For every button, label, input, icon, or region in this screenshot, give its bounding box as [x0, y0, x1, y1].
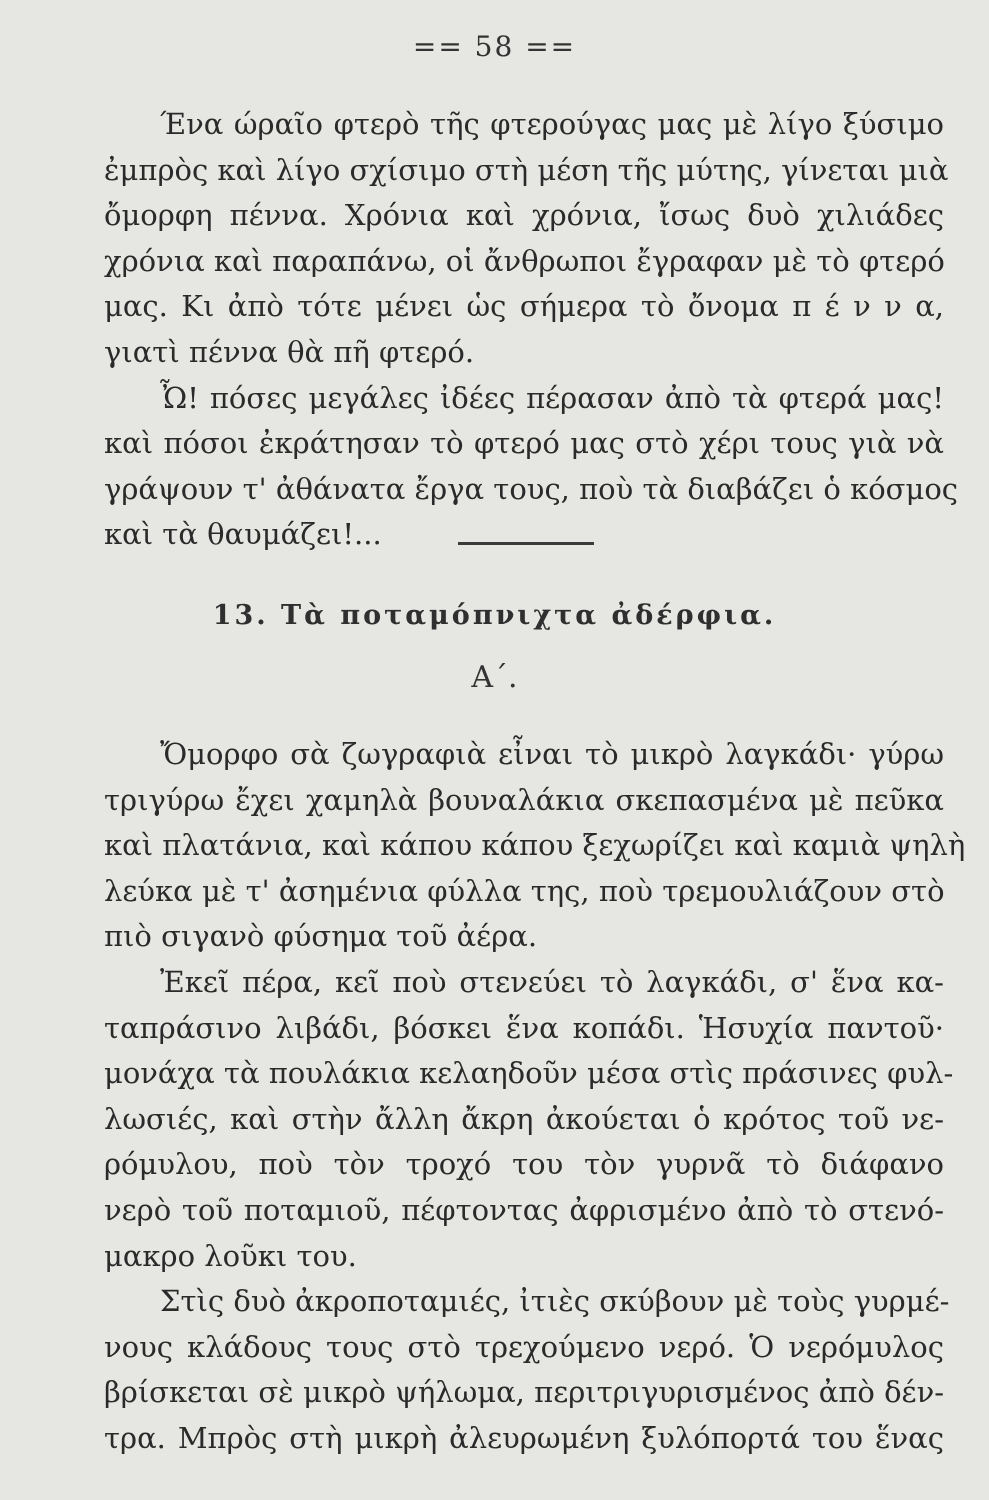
subheading: Α΄. [471, 660, 518, 695]
text-line: μακρο λοῦκι του. [104, 1238, 357, 1273]
text-line: λεύκα μὲ τ' ἀσημένια φύλλα της, ποὺ τρεμουλιάζουν στὸ [104, 873, 945, 908]
section-divider [458, 542, 594, 545]
text-line: λωσιές, καὶ στὴν ἄλλη ἄκρη ἀκούεται ὁ κρότος τοῦ νε- [104, 1101, 944, 1136]
text-line: ταπράσινο λιβάδι, βόσκει ἕνα κοπάδι. Ἡσυχία παντοῦ· [104, 1010, 944, 1045]
text-line: χρόνια καὶ παραπάνω, οἱ ἄνθρωποι ἔγραφαν μὲ τὸ φτερό [104, 243, 945, 278]
text-line: βρίσκεται σὲ μικρὸ ψήλωμα, περιτριγυρισμένος ἀπὸ δέν- [104, 1375, 944, 1410]
text-line: Ὦ! πόσες μεγάλες ἰδέες πέρασαν ἀπὸ τὰ φτερά μας! [160, 380, 944, 415]
text-line: Ὄμορφο σὰ ζωγραφιὰ εἶναι τὸ μικρὸ λαγκάδι· γύρω [160, 737, 944, 771]
text-line: γιατὶ πέννα θὰ πῆ φτερό. [104, 334, 475, 369]
section-title: 13. Τὰ ποταμόπνιχτα ἀδέρφια. [212, 600, 777, 631]
text-line: ρόμυλου, ποὺ τὸν τροχό του τὸν γυρνᾶ τὸ διάφανο [104, 1147, 944, 1182]
text-line: ἐμπρὸς καὶ λίγο σχίσιμο στὴ μέση τῆς μύτης, γίνεται μιὰ [104, 152, 949, 187]
page-number: == 58 == [412, 30, 577, 63]
text-line: καὶ πόσοι ἐκράτησαν τὸ φτερό μας στὸ χέρι τους γιὰ νὰ [104, 426, 944, 461]
text-line: Ἐκεῖ πέρα, κεῖ ποὺ στενεύει τὸ λαγκάδι, σ' ἕνα κα- [160, 964, 944, 999]
text-line: Στὶς δυὸ ἀκροποταμιές, ἰτιὲς σκύβουν μὲ τοὺς γυρμέ- [160, 1284, 950, 1319]
text-line: μας. Κι ἀπὸ τότε μένει ὡς σήμερα τὸ ὄνομα π έ ν ν α, [104, 289, 944, 324]
text-line: Ένα ώραῖο φτερὸ τῆς φτερούγας μας μὲ λίγο ξύσιμο [160, 107, 944, 141]
text-line: νερὸ τοῦ ποταμιοῦ, πέφτοντας ἀφρισμένο ἀπὸ τὸ στενό- [104, 1192, 944, 1227]
text-line: καὶ πλατάνια, καὶ κάπου κάπου ξεχωρίζει καὶ καμιὰ ψηλὴ [104, 828, 966, 863]
bottom-paragraphs [104, 732, 966, 1462]
text-line: νους κλάδους τους στὸ τρεχούμενο νερό. Ὁ νερόμυλος [104, 1329, 944, 1364]
text-line: πιὸ σιγανὸ φύσημα τοῦ ἀέρα. [104, 919, 538, 954]
text-line: καὶ τὰ θαυμάζει!... [104, 517, 382, 552]
text-line: μονάχα τὰ πουλάκια κελαηδοῦν μέσα στὶς πράσινες φυλ- [104, 1056, 954, 1091]
text-line: τριγύρω ἔχει χαμηλὰ βουναλάκια σκεπασμένα μὲ πεῦκα [104, 782, 944, 817]
text-line: τρα. Μπρὸς στὴ μικρὴ ἀλευρωμένη ξυλόπορτά του ἕνας [104, 1420, 944, 1455]
text-line: γράψουν τ' ἀθάνατα ἔργα τους, ποὺ τὰ διαβάζει ὁ κόσμος [104, 471, 959, 506]
text-line: ὄμορφη πέννα. Χρόνια καὶ χρόνια, ἴσως δυὸ χιλιάδες [104, 198, 944, 233]
top-paragraphs [104, 102, 959, 558]
